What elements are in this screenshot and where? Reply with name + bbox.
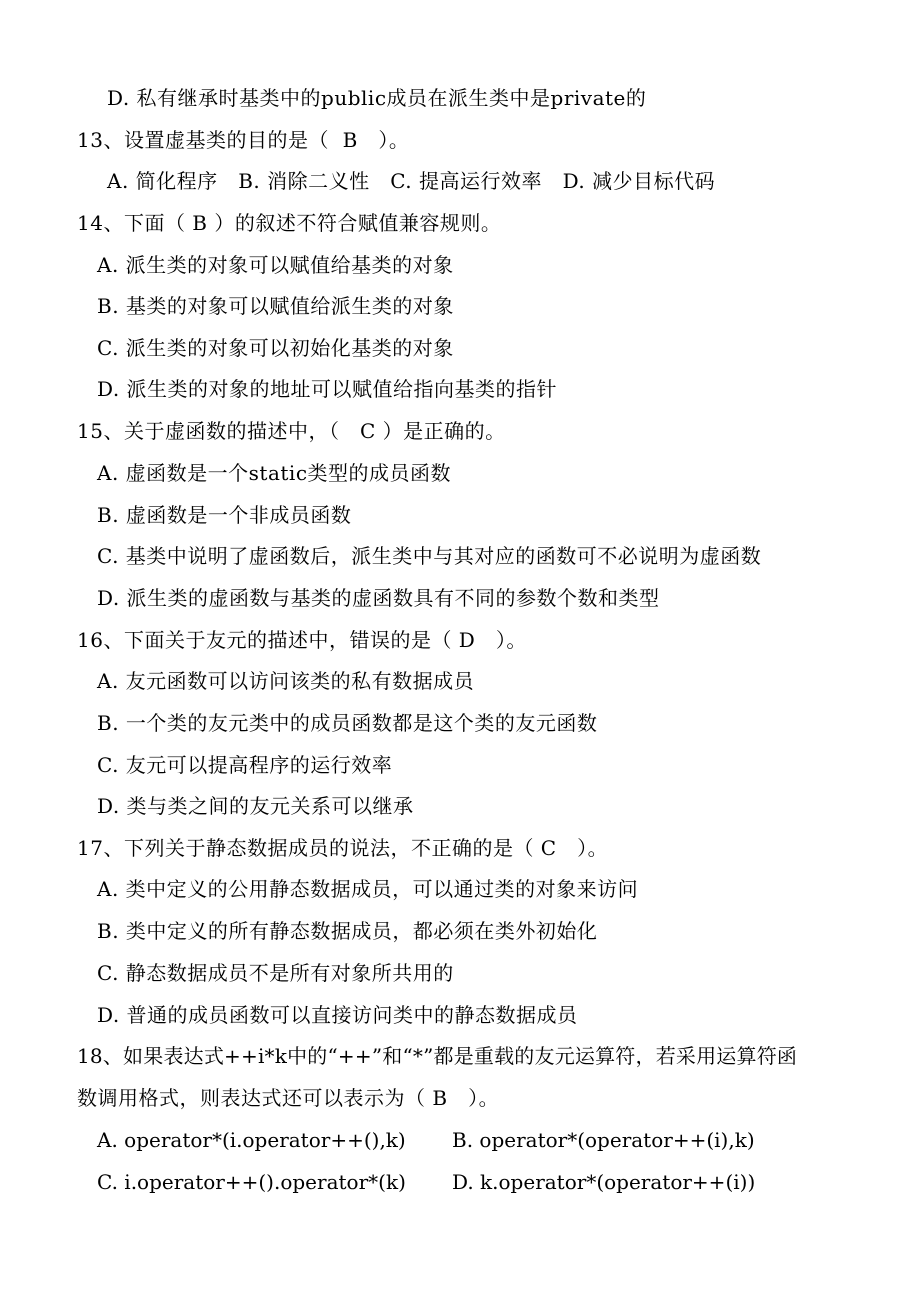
q15-option-c: C. 基类中说明了虚函数后，派生类中与其对应的函数可不必说明为虚函数 <box>97 544 762 568</box>
q17-option-a: A. 类中定义的公用静态数据成员，可以通过类的对象来访问 <box>97 877 639 901</box>
q15-stem: 15、关于虚函数的描述中，（ C ）是正确的。 <box>77 419 506 443</box>
q18-option-c: C. i.operator++().operator*(k) <box>97 1170 406 1194</box>
q16-option-a: A. 友元函数可以访问该类的私有数据成员 <box>97 669 475 693</box>
q18-option-b: B. operator*(operator++(i),k) <box>452 1128 755 1152</box>
q18-stem-line1: 18、如果表达式++i*k中的“++”和“*”都是重载的友元运算符，若采用运算符函 <box>77 1044 798 1068</box>
q14-option-b: B. 基类的对象可以赋值给派生类的对象 <box>97 294 454 318</box>
q13-options: A. 简化程序 B. 消除二义性 C. 提高运行效率 D. 减少目标代码 <box>107 169 716 193</box>
q18-option-a: A. operator*(i.operator++(),k) <box>97 1128 406 1152</box>
q16-option-b: B. 一个类的友元类中的成员函数都是这个类的友元函数 <box>97 711 598 735</box>
q18-option-d: D. k.operator*(operator++(i)) <box>452 1170 756 1194</box>
q15-option-d: D. 派生类的虚函数与基类的虚函数具有不同的参数个数和类型 <box>97 586 660 610</box>
q16-option-d: D. 类与类之间的友元关系可以继承 <box>97 794 414 818</box>
q17-option-b: B. 类中定义的所有静态数据成员，都必须在类外初始化 <box>97 919 598 943</box>
q16-option-c: C. 友元可以提高程序的运行效率 <box>97 753 393 777</box>
q17-stem: 17、下列关于静态数据成员的说法，不正确的是（ C ）。 <box>77 836 609 860</box>
q17-option-c: C. 静态数据成员不是所有对象所共用的 <box>97 961 454 985</box>
q17-option-d: D. 普通的成员函数可以直接访问类中的静态数据成员 <box>97 1003 578 1027</box>
q14-option-d: D. 派生类的对象的地址可以赋值给指向基类的指针 <box>97 377 558 401</box>
q14-stem: 14、下面（ B ）的叙述不符合赋值兼容规则。 <box>77 211 502 235</box>
q13-stem: 13、设置虚基类的目的是（ B ）。 <box>77 128 410 152</box>
q16-stem: 16、下面关于友元的描述中，错误的是（ D ）。 <box>77 628 527 652</box>
q18-stem-line2: 数调用格式，则表达式还可以表示为（ B ）。 <box>77 1086 500 1110</box>
q15-option-a: A. 虚函数是一个static类型的成员函数 <box>97 461 452 485</box>
q12-option-d: D. 私有继承时基类中的public成员在派生类中是private的 <box>107 86 647 110</box>
q14-option-a: A. 派生类的对象可以赋值给基类的对象 <box>97 253 454 277</box>
q14-option-c: C. 派生类的对象可以初始化基类的对象 <box>97 336 454 360</box>
q15-option-b: B. 虚函数是一个非成员函数 <box>97 503 352 527</box>
